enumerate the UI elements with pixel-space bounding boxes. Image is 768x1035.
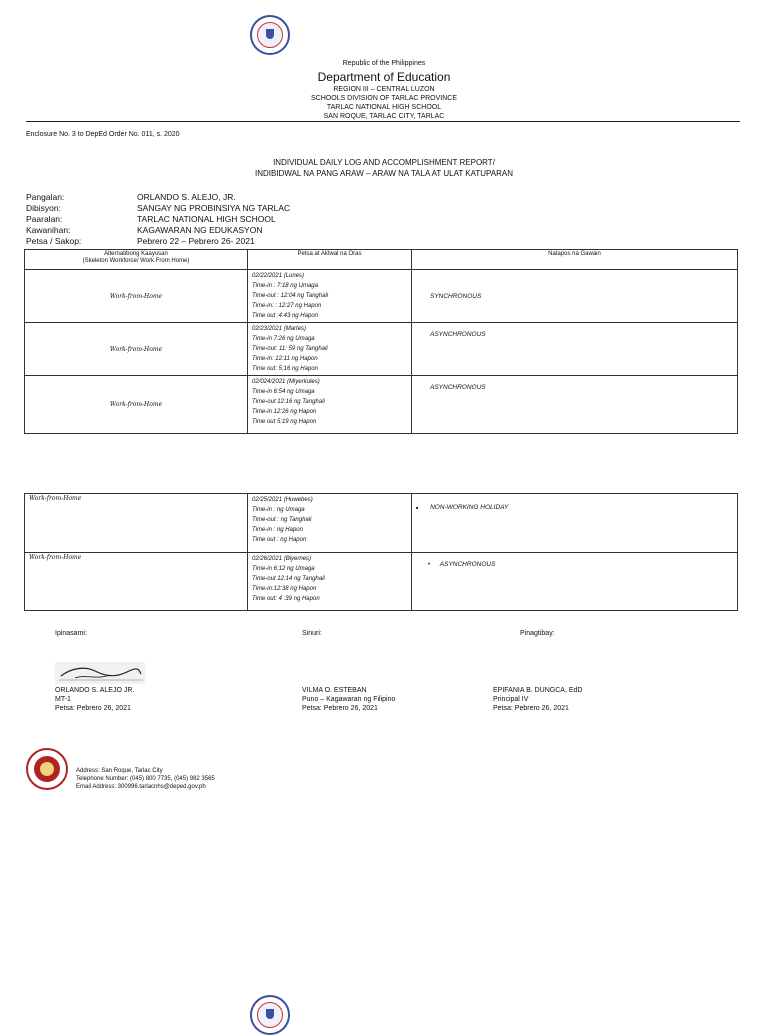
approved-position: Principal IV <box>493 696 529 703</box>
task-cell <box>412 376 738 434</box>
time-entry: Time-out 12:14 ng Tanghali <box>252 576 325 582</box>
footer-telephone: Telephone Number: (045) 800 7735, (045) 982 3565 <box>76 776 215 782</box>
department-title: Department of Education <box>317 70 451 84</box>
bullet-icon: ■ <box>416 505 419 510</box>
time-entry: Time-out: 11: 59 ng Tanghali <box>252 346 328 352</box>
report-title-line2: INDIBIDWAL NA PANG ARAW – ARAW NA TALA AT ULAT KATUPARAN <box>255 169 513 178</box>
checked-date: Petsa: Pebrero 26, 2021 <box>302 705 378 712</box>
approved-label: Pinagtibay: <box>520 630 555 637</box>
info-value: Pebrero 22 – Pebrero 26- 2021 <box>137 236 255 246</box>
checked-position: Puno – Kagawaran ng Filipino <box>302 696 396 703</box>
date-text: 02/024/2021 (Miyerkules) <box>252 379 320 385</box>
date-text: 02/26/2021 (Biyernes) <box>252 556 312 562</box>
checked-by-block <box>302 686 395 713</box>
task-cell <box>412 270 738 323</box>
table-row <box>25 270 738 323</box>
deped-seal-icon <box>250 995 290 1035</box>
time-entry: Time out :4:43 ng Hapon <box>252 313 318 319</box>
info-value: ORLANDO S. ALEJO, JR. <box>137 192 236 202</box>
arrangement-cell <box>25 270 248 323</box>
info-label: Pangalan: <box>26 192 65 202</box>
time-entry: Time-in: 12:11 ng Hapon <box>252 356 318 362</box>
time-entry: Time-in 7:26 ng Umaga <box>252 336 315 342</box>
table-row <box>25 376 738 434</box>
time-entry: Time-in 12:26 ng Hapon <box>252 409 317 415</box>
school-line: TARLAC NATIONAL HIGH SCHOOL <box>326 104 442 111</box>
task-cell <box>412 494 738 553</box>
info-value: SANGAY NG PROBINSIYA NG TARLAC <box>137 203 291 213</box>
task-text: SYNCHRONOUS <box>430 292 482 300</box>
task-text: ASYNCHRONOUS <box>430 384 486 391</box>
arrangement-text: Work-from-Home <box>29 554 82 561</box>
time-entry: Time-in: : 12:27 ng Hapon <box>252 303 322 309</box>
header-arrangement <box>25 250 248 270</box>
region-line: REGION III – CENTRAL LUZON <box>333 86 435 93</box>
info-label: Paaralan: <box>26 214 63 224</box>
date-text: 02/25/2021 (Huwebes) <box>252 497 313 503</box>
bullet-icon: • <box>428 562 431 568</box>
table-row <box>25 553 738 611</box>
info-label: Dibisyon: <box>26 203 61 213</box>
checked-name: VILMA O. ESTEBAN <box>302 687 367 694</box>
checked-label: Sinuri: <box>302 630 322 637</box>
arrangement-cell <box>25 376 248 434</box>
republic-line: Republic of the Philippines <box>342 60 426 67</box>
info-value: KAGAWARAN NG EDUKASYON <box>137 225 263 235</box>
enclosure-note: Enclosure No. 3 to DepEd Order No. 011, s. 2020 <box>26 131 180 138</box>
date-time-cell <box>248 270 412 323</box>
signature-image <box>55 662 145 684</box>
prepared-date: Petsa: Pebrero 26, 2021 <box>55 705 131 712</box>
date-text: 02/22/2021 (Lunes) <box>252 273 305 279</box>
arrangement-text: Work-from-Home <box>29 495 82 502</box>
date-time-cell <box>248 494 412 553</box>
arrangement-cell <box>25 494 248 553</box>
time-entry: Time-in : ng Umaga <box>252 507 305 513</box>
time-entry: Time-in : ng Hapon <box>252 527 303 533</box>
header-date-time: Petsa at Aktwal na Oras <box>248 250 412 270</box>
header-rule <box>26 121 740 122</box>
approved-name: EPIFANIA B. DUNGCA, EdD <box>493 687 583 694</box>
footer-contact <box>76 767 215 791</box>
deped-seal-icon <box>250 15 290 55</box>
report-title-line1: INDIVIDUAL DAILY LOG AND ACCOMPLISHMENT REPORT/ <box>273 158 495 167</box>
task-text: NON-WORKING HOLIDAY <box>430 504 509 511</box>
header-task: Natapos na Gawain <box>412 250 738 270</box>
approved-date: Petsa: Pebrero 26, 2021 <box>493 705 569 712</box>
time-entry: Time-out : 12:04 ng Tanghali <box>252 293 329 299</box>
prepared-label: Ipinasami: <box>55 630 87 637</box>
date-time-cell <box>248 323 412 376</box>
footer-address: Address: San Roque, Tarlac City <box>76 768 163 774</box>
daily-log-table <box>24 249 738 434</box>
school-logo-icon <box>26 748 68 790</box>
arrangement-cell <box>25 323 248 376</box>
division-line: SCHOOLS DIVISION OF TARLAC PROVINCE <box>311 95 457 102</box>
task-text: ASYNCHRONOUS <box>430 331 486 338</box>
info-label: Petsa / Sakop: <box>26 236 82 246</box>
prepared-name: ORLANDO S. ALEJO JR. <box>55 687 135 694</box>
date-time-cell <box>248 553 412 611</box>
daily-log-table-continued <box>24 493 738 611</box>
table-row <box>25 323 738 376</box>
prepared-by-block <box>55 686 134 713</box>
time-entry: Time out 5:19 ng Hapon <box>252 419 317 425</box>
arrangement-cell <box>25 553 248 611</box>
arrangement-text: Work-from-Home <box>109 292 163 300</box>
time-entry: Time-out : ng Tanghali <box>252 517 312 523</box>
table-row <box>25 494 738 553</box>
approved-by-block <box>493 686 582 713</box>
time-entry: Time-in 6:12 ng Umaga <box>252 566 315 572</box>
date-text: 02/23/2021 (Martes) <box>252 326 307 332</box>
arrangement-text: Work-from-Home <box>109 345 163 353</box>
date-time-cell <box>248 376 412 434</box>
address-line: SAN ROQUE, TARLAC CITY, TARLAC <box>323 113 445 120</box>
arrangement-text: Work-from-Home <box>109 401 163 408</box>
header-arrangement-line1: Alternatibong Kaayusan <box>104 251 168 257</box>
time-entry: Time out: 4 :39 ng Hapon <box>252 596 320 602</box>
info-value: TARLAC NATIONAL HIGH SCHOOL <box>137 214 276 224</box>
time-entry: Time-in 6:54 ng Umaga <box>252 389 315 395</box>
task-cell <box>412 323 738 376</box>
time-entry: Time-out 12:16 ng Tanghali <box>252 399 325 405</box>
task-text: ASYNCHRONOUS <box>439 561 496 568</box>
info-label: Kawanihan: <box>26 225 71 235</box>
table-header-row <box>25 250 738 270</box>
prepared-position: MT-1 <box>55 696 71 703</box>
footer-email: Email Address: 300996.tarlacnhs@deped.gov.ph <box>76 784 206 790</box>
task-cell <box>412 553 738 611</box>
time-entry: Time out : ng Hapon <box>252 537 307 543</box>
time-entry: Time-in : 7:18 ng Umaga <box>252 283 318 289</box>
time-entry: Time-in:12:38 ng Hapon <box>252 586 317 592</box>
time-entry: Time out: 5:16 ng Hapon <box>252 366 318 372</box>
header-arrangement-line2: (Skeleton Workforce/ Work From Home) <box>82 258 190 264</box>
